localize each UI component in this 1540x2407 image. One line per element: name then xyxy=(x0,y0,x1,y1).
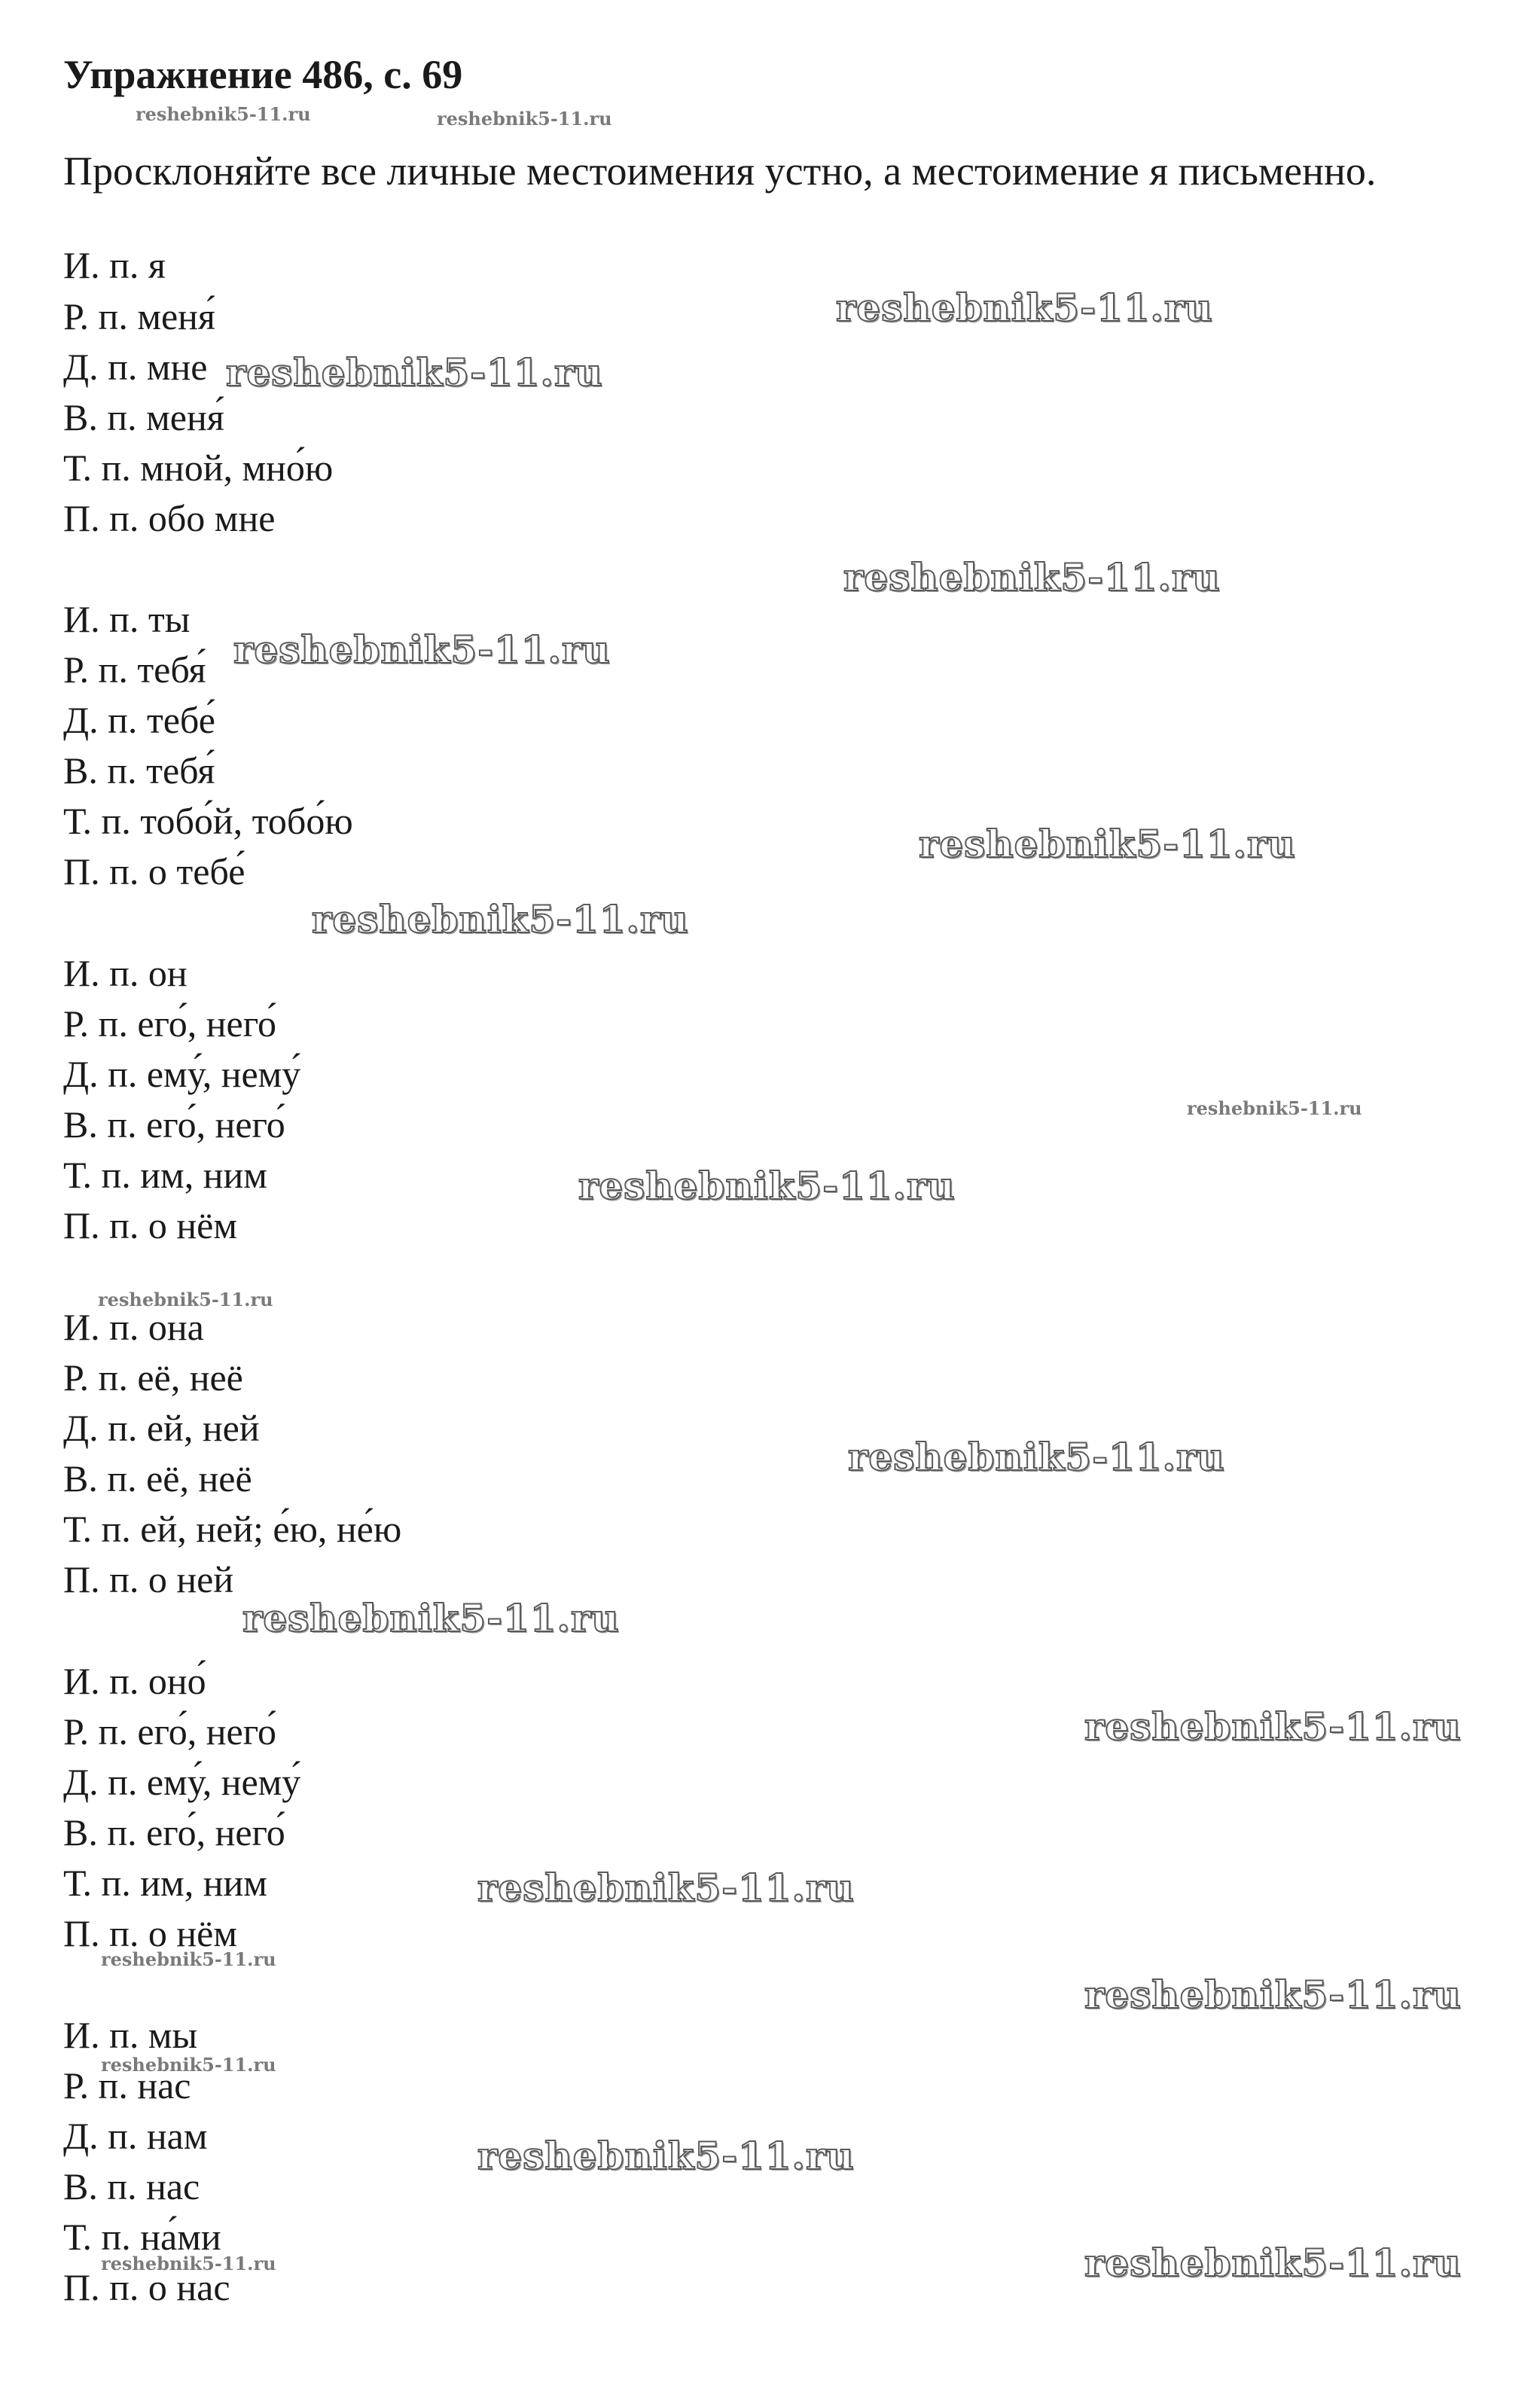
watermark: reshebnik5-11.ru xyxy=(136,103,311,125)
watermark: reshebnik5-11.ru xyxy=(477,1866,855,1910)
declension-row: И. п. она xyxy=(63,1306,204,1348)
declension-row: Р. п. нас xyxy=(63,2064,191,2107)
declension-row: Д. п. тебе́ xyxy=(63,699,215,741)
watermark: reshebnik5-11.ru xyxy=(477,2134,855,2178)
declension-row: И. п. он xyxy=(63,952,188,994)
declension-row: В. п. его́, него́ xyxy=(63,1811,285,1853)
watermark: reshebnik5-11.ru xyxy=(101,2054,276,2076)
declension-row: П. п. о тебе́ xyxy=(63,850,245,892)
watermark: reshebnik5-11.ru xyxy=(1084,1704,1462,1749)
declension-row: В. п. её, неё xyxy=(63,1457,252,1499)
declension-row: П. п. о нас xyxy=(63,2266,230,2308)
watermark: reshebnik5-11.ru xyxy=(98,1289,273,1310)
watermark: reshebnik5-11.ru xyxy=(919,822,1296,866)
watermark: reshebnik5-11.ru xyxy=(848,1435,1225,1479)
declension-row: В. п. нас xyxy=(63,2165,200,2207)
declension-row: Д. п. нам xyxy=(63,2115,208,2157)
declension-row: В. п. тебя́ xyxy=(63,749,215,792)
declension-row: В. п. его́, него́ xyxy=(63,1103,285,1146)
declension-row: П. п. о ней xyxy=(63,1558,234,1600)
instruction-text: Просклоняйте все личные местоимения устно, а местоимение я письменно. xyxy=(63,148,1377,194)
watermark: reshebnik5-11.ru xyxy=(1084,1972,1462,2017)
declension-row: Р. п. тебя́ xyxy=(63,648,206,691)
watermark: reshebnik5-11.ru xyxy=(101,1948,276,1970)
declension-row: Р. п. меня́ xyxy=(63,295,215,337)
declension-row: И. п. мы xyxy=(63,2014,198,2056)
declension-row: Д. п. ей, ней xyxy=(63,1407,260,1449)
declension-row: Р. п. её, неё xyxy=(63,1356,243,1399)
declension-row: Д. п. мне xyxy=(63,346,208,388)
declension-row: Т. п. тобо́й, тобо́ю xyxy=(63,800,353,842)
declension-row: И. п. ты xyxy=(63,598,191,640)
watermark: reshebnik5-11.ru xyxy=(1187,1097,1362,1119)
declension-row: П. п. о нём xyxy=(63,1912,237,1954)
watermark: reshebnik5-11.ru xyxy=(843,555,1221,599)
declension-row: Т. п. им, ним xyxy=(63,1154,267,1196)
declension-row: В. п. меня́ xyxy=(63,396,224,438)
watermark: reshebnik5-11.ru xyxy=(101,2253,276,2274)
watermark: reshebnik5-11.ru xyxy=(226,350,603,395)
declension-row: П. п. обо мне xyxy=(63,497,276,539)
watermark: reshebnik5-11.ru xyxy=(437,108,612,130)
declension-row: П. п. о нём xyxy=(63,1204,237,1246)
declension-row: И. п. я xyxy=(63,244,166,286)
watermark: reshebnik5-11.ru xyxy=(836,285,1213,330)
declension-row: Д. п. ему́, нему́ xyxy=(63,1053,301,1095)
declension-row: Д. п. ему́, нему́ xyxy=(63,1761,301,1803)
watermark: reshebnik5-11.ru xyxy=(242,1596,620,1640)
declension-row: Т. п. ей, ней; е́ю, не́ю xyxy=(63,1508,402,1550)
exercise-title: Упражнение 486, с. 69 xyxy=(63,52,463,97)
declension-row: Т. п. на́ми xyxy=(63,2216,221,2258)
declension-row: Т. п. им, ним xyxy=(63,1862,267,1904)
declension-row: И. п. оно́ xyxy=(63,1660,206,1702)
watermark: reshebnik5-11.ru xyxy=(578,1164,956,1208)
watermark: reshebnik5-11.ru xyxy=(312,897,689,941)
watermark: reshebnik5-11.ru xyxy=(1084,2241,1462,2285)
watermark: reshebnik5-11.ru xyxy=(233,627,611,672)
declension-row: Р. п. его́, него́ xyxy=(63,1710,276,1753)
declension-row: Р. п. его́, него́ xyxy=(63,1002,276,1045)
declension-row: Т. п. мной, мно́ю xyxy=(63,447,334,489)
